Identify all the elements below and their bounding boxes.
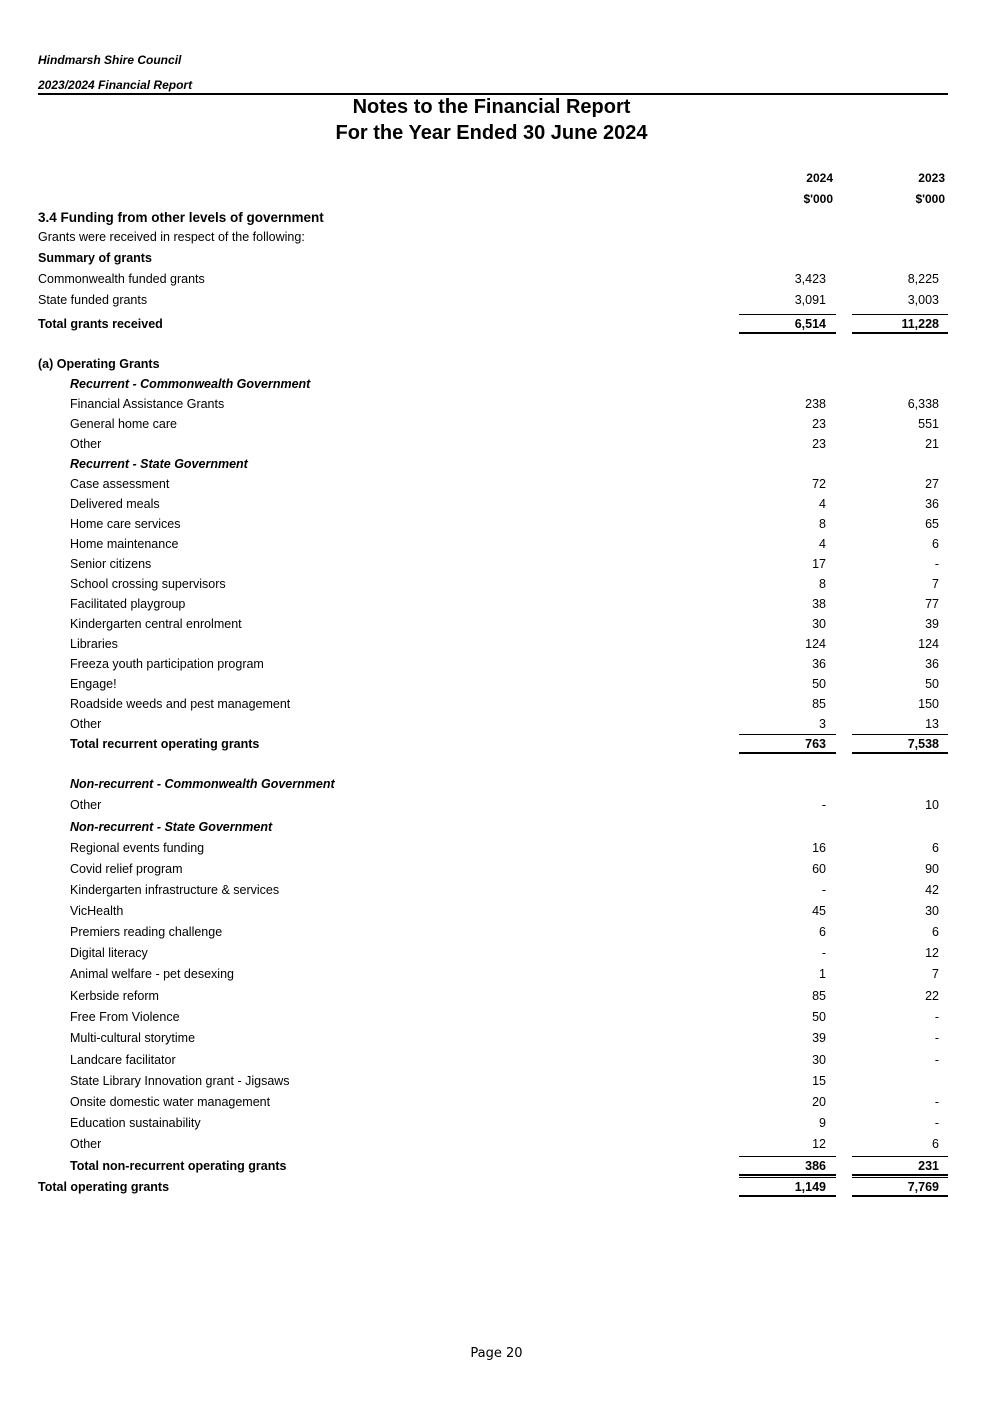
value-2023: 7	[932, 577, 939, 591]
row-label: Other	[70, 1137, 102, 1151]
value-2023: 7,769	[907, 1180, 939, 1194]
report-name: 2023/2024 Financial Report	[38, 78, 193, 92]
value-2023: 11,228	[901, 317, 939, 331]
value-2023: 6	[932, 537, 939, 551]
value-2024: 9	[819, 1116, 826, 1130]
total-row	[0, 1180, 993, 1200]
value-2024: 30	[812, 1053, 826, 1067]
total-rule-bottom	[739, 332, 836, 334]
value-2023: 65	[925, 517, 939, 531]
value-2024: 50	[812, 1010, 826, 1024]
value-2024: 30	[812, 617, 826, 631]
row-label: Free From Violence	[70, 1010, 180, 1024]
row-label: School crossing supervisors	[70, 577, 226, 591]
table-row	[0, 637, 993, 657]
value-2023: -	[934, 1010, 939, 1024]
row-label: Other	[70, 798, 102, 812]
value-2023: -	[934, 1116, 939, 1130]
row-label: State Library Innovation grant - Jigsaws	[70, 1074, 290, 1088]
table-row	[0, 697, 993, 717]
table-row	[0, 904, 993, 924]
value-2024: 20	[812, 1095, 826, 1109]
value-2024: 1	[819, 967, 826, 981]
row-label: (a) Operating Grants	[38, 357, 160, 371]
table-row	[0, 251, 993, 271]
value-2023: 42	[925, 883, 939, 897]
value-2024: 8	[819, 517, 826, 531]
value-2023: 30	[925, 904, 939, 918]
column-year-2023: 2023	[918, 171, 945, 185]
table-row	[0, 230, 993, 250]
table-row	[0, 272, 993, 292]
total-rule-top	[739, 314, 836, 315]
table-row	[0, 557, 993, 577]
total-rule-bottom	[739, 1195, 836, 1197]
total-row	[0, 317, 993, 337]
table-row	[0, 1137, 993, 1157]
table-row	[0, 657, 993, 677]
table-row	[0, 377, 993, 397]
row-label: Recurrent - Commonwealth Government	[70, 377, 311, 391]
value-2024: 17	[812, 557, 826, 571]
table-row	[0, 883, 993, 903]
value-2023: 231	[918, 1159, 939, 1173]
value-2024: 3	[819, 717, 826, 731]
row-label: Engage!	[70, 677, 117, 691]
row-label: Grants were received in respect of the following:	[38, 230, 305, 244]
row-label: Premiers reading challenge	[70, 925, 223, 939]
council-name: Hindmarsh Shire Council	[38, 53, 182, 67]
page-subtitle: For the Year Ended 30 June 2024	[335, 122, 648, 144]
table-row	[0, 1010, 993, 1030]
value-2024: -	[821, 883, 826, 897]
value-2023: 10	[925, 798, 939, 812]
row-label: Total grants received	[38, 317, 163, 331]
value-2024: 36	[812, 657, 826, 671]
column-unit-2024: $'000	[803, 192, 833, 206]
value-2024: 124	[805, 637, 826, 651]
row-label: Facilitated playgroup	[70, 597, 186, 611]
value-2023: 12	[925, 946, 939, 960]
row-label: Kindergarten central enrolment	[70, 617, 242, 631]
value-2024: 39	[812, 1031, 826, 1045]
value-2023: 6	[932, 925, 939, 939]
page-number: Page 20	[470, 1346, 523, 1361]
table-row	[0, 397, 993, 417]
page-title: Notes to the Financial Report	[352, 96, 631, 118]
value-2024: -	[821, 946, 826, 960]
table-row	[0, 437, 993, 457]
value-2024: -	[821, 798, 826, 812]
row-label: Covid relief program	[70, 862, 183, 876]
row-label: Regional events funding	[70, 841, 205, 855]
row-label: Other	[70, 437, 102, 451]
value-2023: 13	[925, 717, 939, 731]
row-label: Onsite domestic water management	[70, 1095, 271, 1109]
value-2024: 45	[812, 904, 826, 918]
total-rule-top	[739, 734, 836, 735]
table-row	[0, 841, 993, 861]
table-row	[0, 777, 993, 797]
value-2024: 16	[812, 841, 826, 855]
column-year-2024: 2024	[806, 171, 833, 185]
table-row	[0, 293, 993, 313]
table-row	[0, 537, 993, 557]
total-rule-bottom	[852, 332, 948, 334]
row-label: Digital literacy	[70, 946, 148, 960]
table-row	[0, 1074, 993, 1094]
row-label: Animal welfare - pet desexing	[70, 967, 234, 981]
row-label: Kindergarten infrastructure & services	[70, 883, 280, 897]
row-label: Summary of grants	[38, 251, 152, 265]
total-rule-top	[739, 1177, 836, 1178]
value-2023: 7	[932, 967, 939, 981]
row-label: Multi-cultural storytime	[70, 1031, 196, 1045]
table-row	[0, 597, 993, 617]
value-2023: 21	[925, 437, 939, 451]
value-2024: 763	[805, 737, 826, 751]
table-row	[0, 1053, 993, 1073]
table-row	[0, 577, 993, 597]
table-row	[0, 717, 993, 737]
value-2023: 36	[925, 497, 939, 511]
value-2023: 551	[918, 417, 939, 431]
table-row	[0, 417, 993, 437]
total-rule-bottom	[852, 752, 948, 754]
row-label: State funded grants	[38, 293, 148, 307]
row-label: Landcare facilitator	[70, 1053, 176, 1067]
row-label: Total operating grants	[38, 1180, 170, 1194]
section-title: 3.4 Funding from other levels of government	[38, 210, 324, 225]
value-2023: 6,338	[907, 397, 939, 411]
table-row	[0, 925, 993, 945]
value-2023: 6	[932, 841, 939, 855]
row-label: General home care	[70, 417, 178, 431]
value-2024: 4	[819, 537, 826, 551]
row-label: Total non-recurrent operating grants	[70, 1159, 287, 1173]
table-row	[0, 798, 993, 818]
table-row	[0, 989, 993, 1009]
value-2024: 6,514	[794, 317, 826, 331]
table-row	[0, 1031, 993, 1051]
total-rule-top	[852, 314, 948, 315]
table-row	[0, 967, 993, 987]
table-row	[0, 517, 993, 537]
table-row	[0, 1095, 993, 1115]
row-label: Case assessment	[70, 477, 170, 491]
row-label: Total recurrent operating grants	[70, 737, 260, 751]
value-2024: 50	[812, 677, 826, 691]
table-row	[0, 677, 993, 697]
value-2024: 4	[819, 497, 826, 511]
value-2024: 85	[812, 697, 826, 711]
value-2023: 90	[925, 862, 939, 876]
value-2023: -	[934, 1095, 939, 1109]
total-rule-top	[852, 734, 948, 735]
value-2023: 36	[925, 657, 939, 671]
value-2023: 39	[925, 617, 939, 631]
value-2024: 3,423	[794, 272, 826, 286]
row-label: Commonwealth funded grants	[38, 272, 205, 286]
table-row	[0, 477, 993, 497]
row-label: Non-recurrent - Commonwealth Government	[70, 777, 335, 791]
value-2023: 124	[918, 637, 939, 651]
value-2024: 60	[812, 862, 826, 876]
total-rule-top	[852, 1177, 948, 1178]
row-label: Non-recurrent - State Government	[70, 820, 273, 834]
total-rule-bottom	[739, 752, 836, 754]
row-label: Delivered meals	[70, 497, 160, 511]
value-2024: 72	[812, 477, 826, 491]
value-2024: 23	[812, 437, 826, 451]
total-rule-bottom	[852, 1195, 948, 1197]
total-row	[0, 1159, 993, 1179]
column-unit-2023: $'000	[915, 192, 945, 206]
value-2023: 7,538	[907, 737, 939, 751]
total-row	[0, 737, 993, 757]
value-2023: 50	[925, 677, 939, 691]
row-label: Recurrent - State Government	[70, 457, 248, 471]
row-label: Education sustainability	[70, 1116, 201, 1130]
value-2023: 77	[925, 597, 939, 611]
value-2023: 150	[918, 697, 939, 711]
row-label: Kerbside reform	[70, 989, 159, 1003]
value-2024: 1,149	[794, 1180, 826, 1194]
value-2024: 386	[805, 1159, 826, 1173]
value-2024: 38	[812, 597, 826, 611]
total-rule-bottom	[739, 1174, 836, 1176]
row-label: Home maintenance	[70, 537, 179, 551]
value-2023: 22	[925, 989, 939, 1003]
value-2023: 6	[932, 1137, 939, 1151]
value-2024: 12	[812, 1137, 826, 1151]
value-2023: -	[934, 557, 939, 571]
table-row	[0, 862, 993, 882]
value-2023: -	[934, 1031, 939, 1045]
row-label: Other	[70, 717, 102, 731]
value-2023: 3,003	[907, 293, 939, 307]
value-2024: 15	[812, 1074, 826, 1088]
row-label: Senior citizens	[70, 557, 152, 571]
row-label: Financial Assistance Grants	[70, 397, 225, 411]
row-label: Libraries	[70, 637, 118, 651]
value-2023: 8,225	[907, 272, 939, 286]
value-2024: 23	[812, 417, 826, 431]
table-row	[0, 497, 993, 517]
total-rule-top	[739, 1156, 836, 1157]
value-2024: 238	[805, 397, 826, 411]
table-row	[0, 946, 993, 966]
value-2024: 6	[819, 925, 826, 939]
total-rule-bottom	[852, 1174, 948, 1176]
table-row	[0, 617, 993, 637]
value-2024: 8	[819, 577, 826, 591]
row-label: Home care services	[70, 517, 181, 531]
value-2023: 27	[925, 477, 939, 491]
table-row	[0, 457, 993, 477]
table-row	[0, 1116, 993, 1136]
row-label: Roadside weeds and pest management	[70, 697, 291, 711]
value-2024: 3,091	[794, 293, 826, 307]
total-rule-top	[852, 1156, 948, 1157]
row-label: VicHealth	[70, 904, 124, 918]
value-2024: 85	[812, 989, 826, 1003]
value-2023: -	[934, 1053, 939, 1067]
table-row	[0, 820, 993, 840]
row-label: Freeza youth participation program	[70, 657, 264, 671]
table-row	[0, 357, 993, 377]
